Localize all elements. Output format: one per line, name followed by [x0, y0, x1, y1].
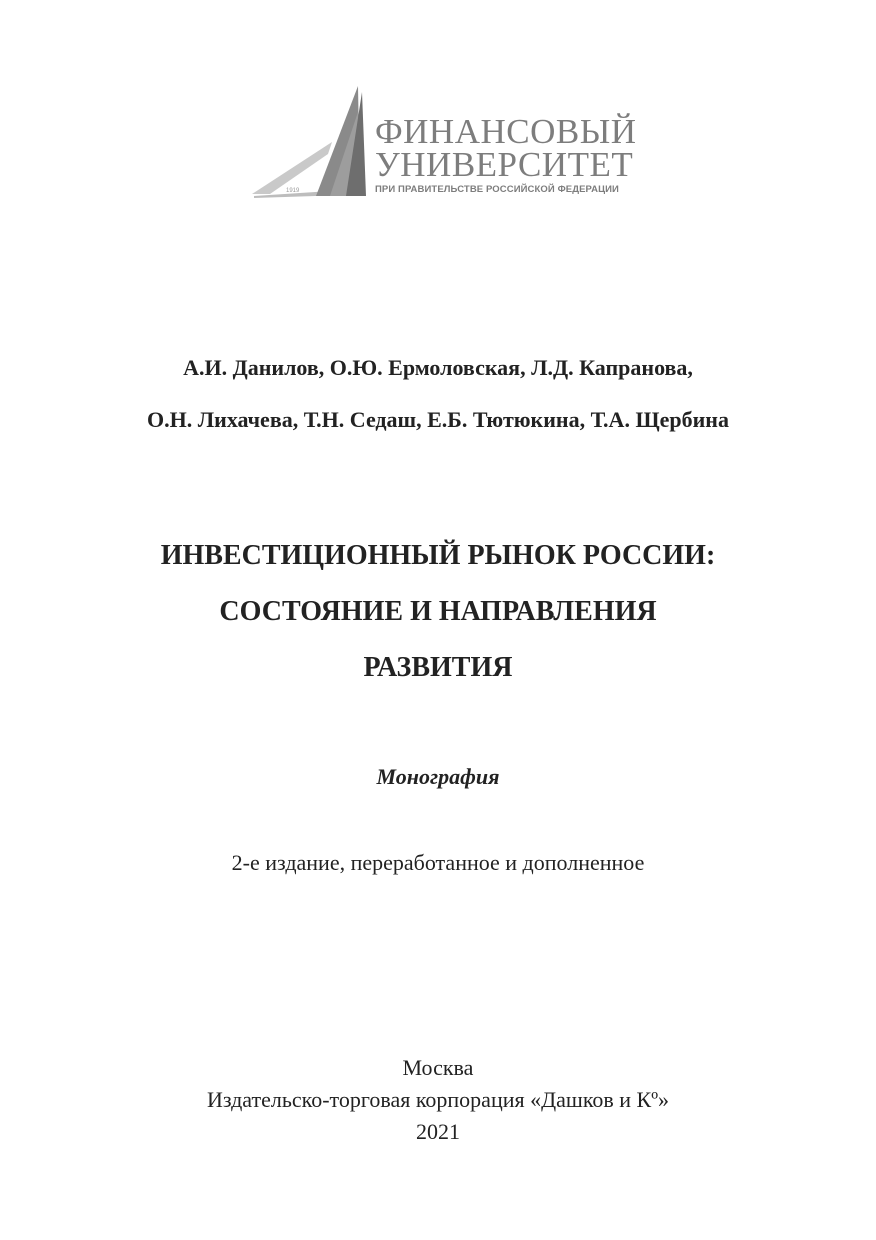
imprint-publisher: Издательско-торговая корпорация «Дашков и Кº»	[206, 1087, 670, 1112]
authors	[0, 342, 876, 446]
title-line-2: СОСТОЯНИЕ И НАПРАВЛЕНИЯ	[219, 596, 657, 627]
edition-note: 2-е издание, переработанное и дополненное	[231, 850, 645, 875]
logo-year: 1919	[286, 188, 300, 194]
logo-line3: ПРИ ПРАВИТЕЛЬСТВЕ РОССИЙСКОЙ ФЕДЕРАЦИИ	[375, 184, 619, 195]
title-line-3: РАЗВИТИЯ	[363, 652, 513, 683]
authors-line-1: А.И. Данилов, О.Ю. Ермоловская, Л.Д. Капранова,	[183, 355, 693, 380]
authors-line-2: О.Н. Лихачева, Т.Н. Седаш, Е.Б. Тютюкина, Т.А. Щербина	[147, 407, 729, 432]
genre-label: Монография	[376, 764, 500, 789]
imprint-year: 2021	[416, 1119, 460, 1144]
title-line-1: ИНВЕСТИЦИОННЫЙ РЫНОК РОССИИ:	[160, 540, 716, 571]
imprint	[0, 1052, 876, 1148]
book-title	[0, 528, 876, 696]
logo-wordmark	[375, 112, 637, 195]
logo-line2: УНИВЕРСИТЕТ	[375, 145, 634, 184]
imprint-city: Москва	[402, 1055, 474, 1080]
logo-line1: ФИНАНСОВЫЙ	[375, 112, 637, 151]
university-logo	[250, 82, 637, 202]
spire-emblem-icon	[250, 82, 370, 202]
